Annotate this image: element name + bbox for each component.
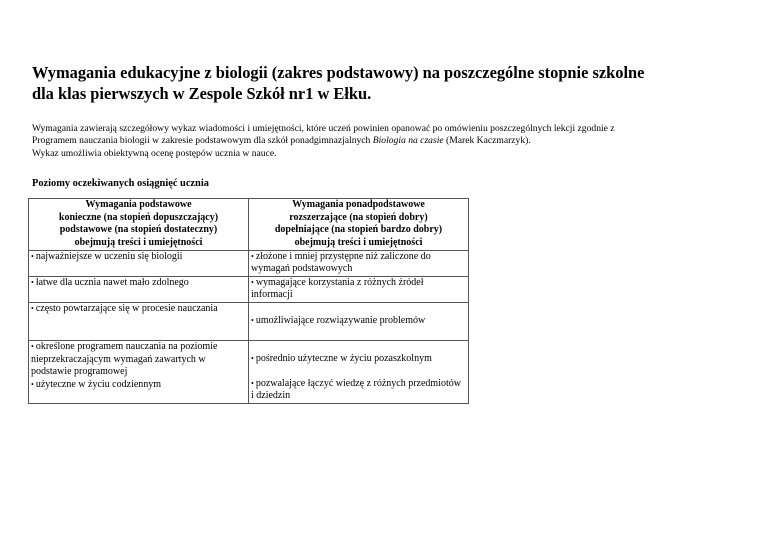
intro-line-1: Wymagania zawierają szczegółowy wykaz wiadomości i umiejętności, które uczeń powinien opanować po omówieniu poszczególnych lekcji zgodnie z: [32, 123, 615, 134]
bullet-item: • złożone i mniej przystępne niż zaliczone do wymagań podstawowych: [251, 251, 431, 275]
table-header-row: [29, 199, 469, 250]
bullet-item: • umożliwiające rozwiązywanie problemów: [251, 315, 425, 326]
intro-paragraph: [32, 123, 742, 160]
bullet-item: • najważniejsze w uczeniu się biologii: [31, 251, 182, 262]
table-row: [29, 302, 469, 340]
bullet-item: • użyteczne w życiu codziennym: [31, 379, 161, 390]
cell-advanced: [249, 302, 469, 340]
title-line-1: Wymagania edukacyjne z biologii (zakres podstawowy) na poszczególne stopnie szkolne: [32, 63, 645, 82]
document-title: [32, 62, 742, 104]
bullet-item: • często powtarzające się w procesie nauczania: [31, 303, 218, 314]
bullet-item: • łatwe dla ucznia nawet mało zdolnego: [31, 277, 189, 288]
title-line-2: dla klas pierwszych w Zespole Szkół nr1 w Ełku.: [32, 84, 372, 103]
intro-line-2-pre: Programem nauczania biologii w zakresie podstawowym dla szkół ponadgimnazjalnych: [32, 135, 373, 147]
table-row: [29, 340, 469, 403]
bullet-item: • wymagające korzystania z różnych źródeł informacji: [251, 277, 424, 301]
bullet-item: • pozwalające łączyć wiedzę z różnych przedmiotów i dziedzin: [251, 378, 461, 402]
intro-line-2-post: (Marek Kaczmarzyk).: [443, 135, 531, 147]
section-title: Poziomy oczekiwanych osiągnięć ucznia: [32, 178, 209, 190]
table-row: [29, 250, 469, 276]
bullet-item: • pośrednio użyteczne w życiu pozaszkolnym: [251, 353, 432, 364]
cell-basic: [29, 250, 249, 276]
table-row: [29, 276, 469, 302]
intro-line-3: Wykaz umożliwia obiektywną ocenę postępów ucznia w nauce.: [32, 147, 277, 159]
requirements-table: [28, 198, 469, 404]
cell-advanced: [249, 340, 469, 403]
header-basic: Wymagania podstawowe konieczne (na stopień dopuszczający) podstawowe (na stopień dostateczny) obejmują treści i umiejętności: [29, 199, 249, 250]
cell-basic: [29, 302, 249, 340]
cell-basic: [29, 276, 249, 302]
document-page: [32, 62, 742, 404]
header-advanced: Wymagania ponadpodstawowe rozszerzające (na stopień dobry) dopełniające (na stopień bardzo dobry) obejmują treści i umiejętności: [249, 199, 469, 250]
cell-basic: [29, 340, 249, 403]
bullet-item: • określone programem nauczania na poziomie nieprzekraczającym wymagań zawartych w podstawie programowej: [31, 341, 217, 377]
cell-advanced: [249, 250, 469, 276]
program-title: Biologia na czasie: [372, 135, 444, 147]
cell-advanced: [249, 276, 469, 302]
